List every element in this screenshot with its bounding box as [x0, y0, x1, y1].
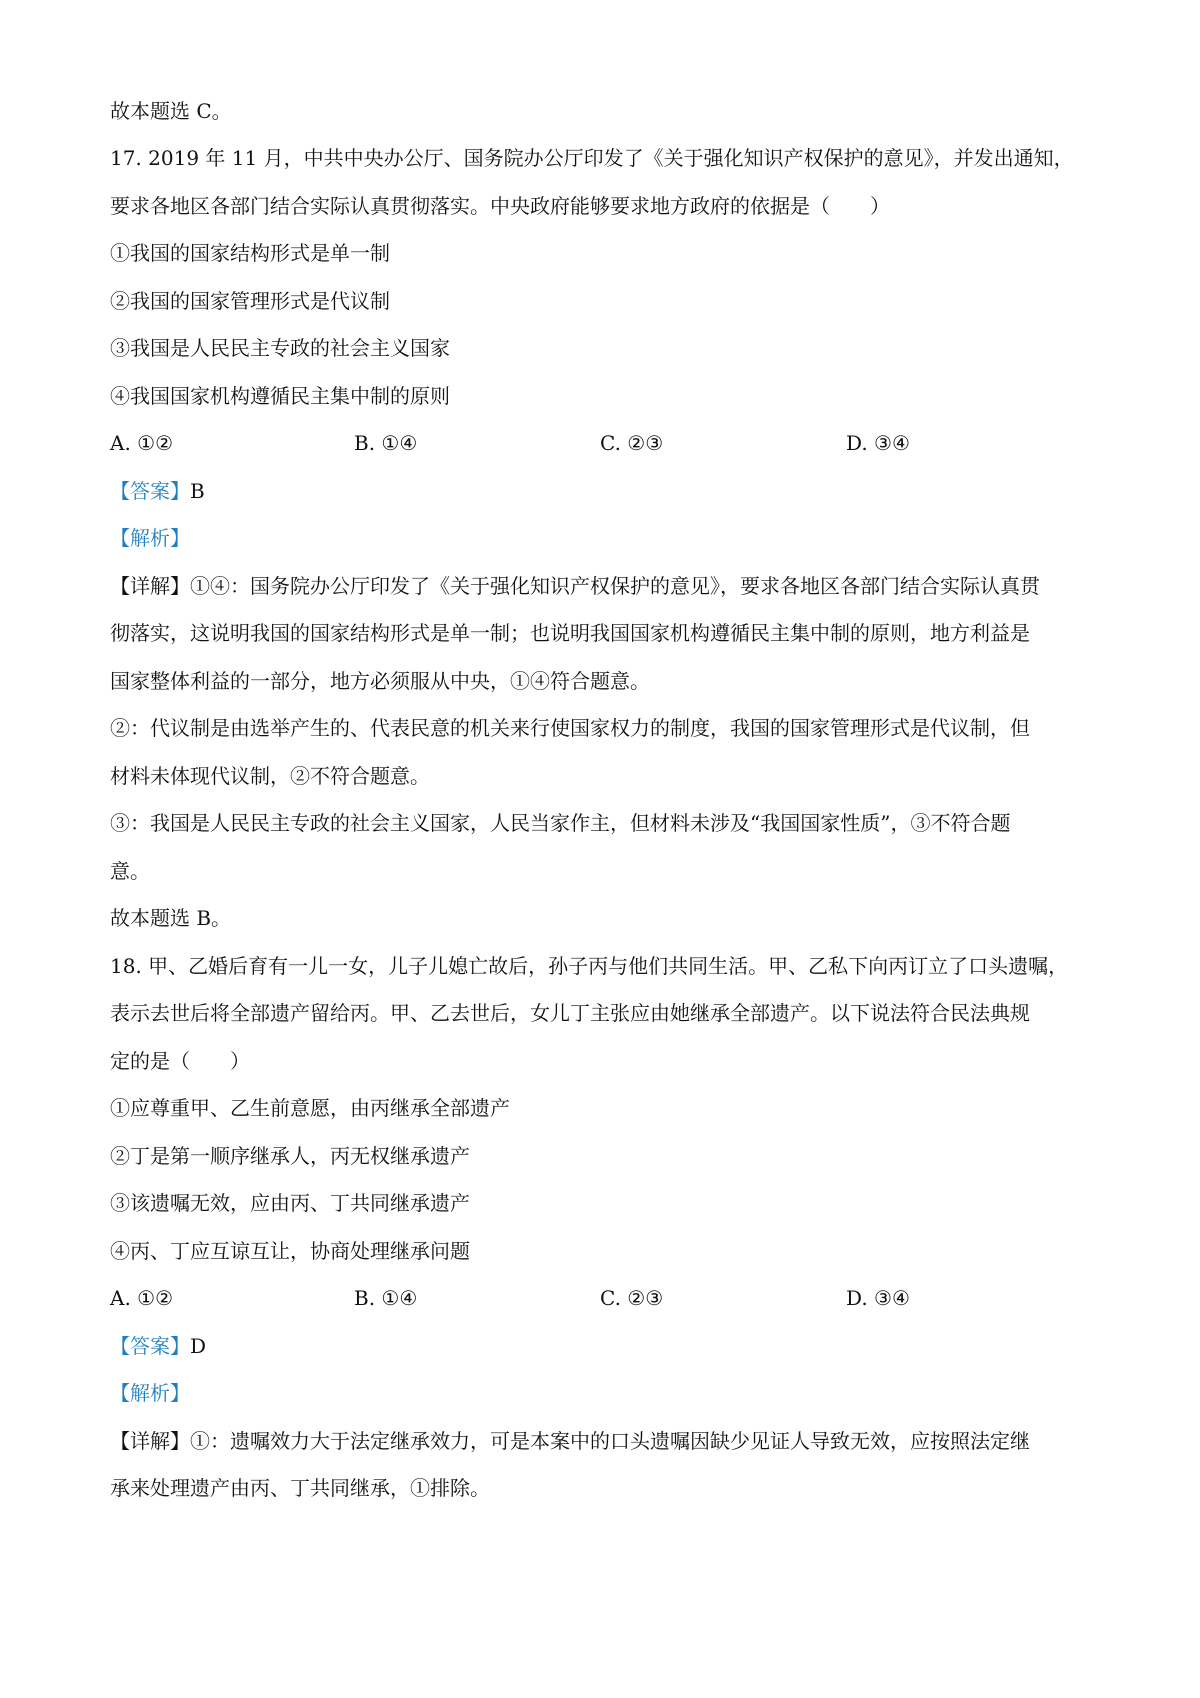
q18-item-3: ③该遗嘱无效，应由丙、丁共同继承遗产	[110, 1191, 470, 1215]
q17-item-3: ③我国是人民民主专政的社会主义国家	[110, 336, 450, 360]
q18-option-a: A. ①②	[110, 1286, 174, 1310]
q17-detail-text-1: ①④：国务院办公厅印发了《关于强化知识产权保护的意见》，要求各地区各部门结合实际认真贯	[190, 574, 1040, 598]
q17-analysis-line	[110, 526, 190, 550]
q17-option-a: A. ①②	[110, 431, 174, 455]
q17-detail-line-6: ③：我国是人民民主专政的社会主义国家，人民当家作主，但材料未涉及“我国国家性质”，③不符合题	[110, 811, 1011, 835]
q17-answer-line	[110, 479, 205, 503]
q17-option-d: D. ③④	[846, 431, 910, 455]
q18-analysis-line	[110, 1381, 190, 1405]
q17-option-b: B. ①④	[354, 431, 418, 455]
q18-stem-line-1: 18. 甲、乙婚后育有一儿一女，儿子儿媳亡故后，孙子丙与他们共同生活。甲、乙私下向丙订立了口头遗嘱，	[110, 954, 1069, 978]
q18-stem-line-2: 表示去世后将全部遗产留给丙。甲、乙去世后，女儿丁主张应由她继承全部遗产。以下说法符合民法典规	[110, 1001, 1030, 1025]
q17-item-1: ①我国的国家结构形式是单一制	[110, 241, 390, 265]
q17-item-4: ④我国国家机构遵循民主集中制的原则	[110, 384, 450, 408]
q18-answer-line	[110, 1334, 206, 1358]
q18-detail-line-1	[110, 1429, 1030, 1453]
q18-item-4: ④丙、丁应互谅互让，协商处理继承问题	[110, 1239, 470, 1263]
prev-conclusion: 故本题选 C。	[110, 99, 232, 123]
q17-analysis-tag: 【解析】	[110, 526, 190, 550]
q17-detail-line-3: 国家整体利益的一部分，地方必须服从中央，①④符合题意。	[110, 669, 650, 693]
q18-option-d: D. ③④	[846, 1286, 910, 1310]
q18-analysis-tag: 【解析】	[110, 1381, 190, 1405]
q17-option-c: C. ②③	[600, 431, 664, 455]
q18-answer-value: D	[190, 1334, 207, 1358]
q17-detail-line-5: 材料未体现代议制，②不符合题意。	[110, 764, 430, 788]
q17-answer-value: B	[190, 479, 205, 503]
q17-answer-tag: 【答案】	[110, 479, 190, 503]
q18-detail-text-1: ①：遗嘱效力大于法定继承效力，可是本案中的口头遗嘱因缺少见证人导致无效，应按照法定继	[190, 1429, 1030, 1453]
q17-detail-tag: 【详解】	[110, 574, 190, 598]
q17-stem-line-2: 要求各地区各部门结合实际认真贯彻落实。中央政府能够要求地方政府的依据是（ ）	[110, 194, 890, 218]
q18-option-c: C. ②③	[600, 1286, 664, 1310]
q17-detail-line-4: ②：代议制是由选举产生的、代表民意的机关来行使国家权力的制度，我国的国家管理形式是代议制，但	[110, 716, 1030, 740]
q18-stem-line-3: 定的是（ ）	[110, 1049, 250, 1073]
q17-item-2: ②我国的国家管理形式是代议制	[110, 289, 390, 313]
q18-item-2: ②丁是第一顺序继承人，丙无权继承遗产	[110, 1144, 470, 1168]
q17-detail-line-1	[110, 574, 1040, 598]
q17-stem-line-1: 17. 2019 年 11 月，中共中央办公厅、国务院办公厅印发了《关于强化知识产权保护的意见》，并发出通知，	[110, 146, 1074, 170]
q17-detail-line-7: 意。	[110, 859, 150, 883]
q17-detail-line-2: 彻落实，这说明我国的国家结构形式是单一制；也说明我国国家机构遵循民主集中制的原则，地方利益是	[110, 621, 1030, 645]
q18-item-1: ①应尊重甲、乙生前意愿，由丙继承全部遗产	[110, 1096, 510, 1120]
q18-answer-tag: 【答案】	[110, 1334, 190, 1358]
q17-conclusion: 故本题选 B。	[110, 906, 232, 930]
q18-option-b: B. ①④	[354, 1286, 418, 1310]
q18-detail-tag: 【详解】	[110, 1429, 190, 1453]
q18-detail-line-2: 承来处理遗产由丙、丁共同继承，①排除。	[110, 1476, 490, 1500]
